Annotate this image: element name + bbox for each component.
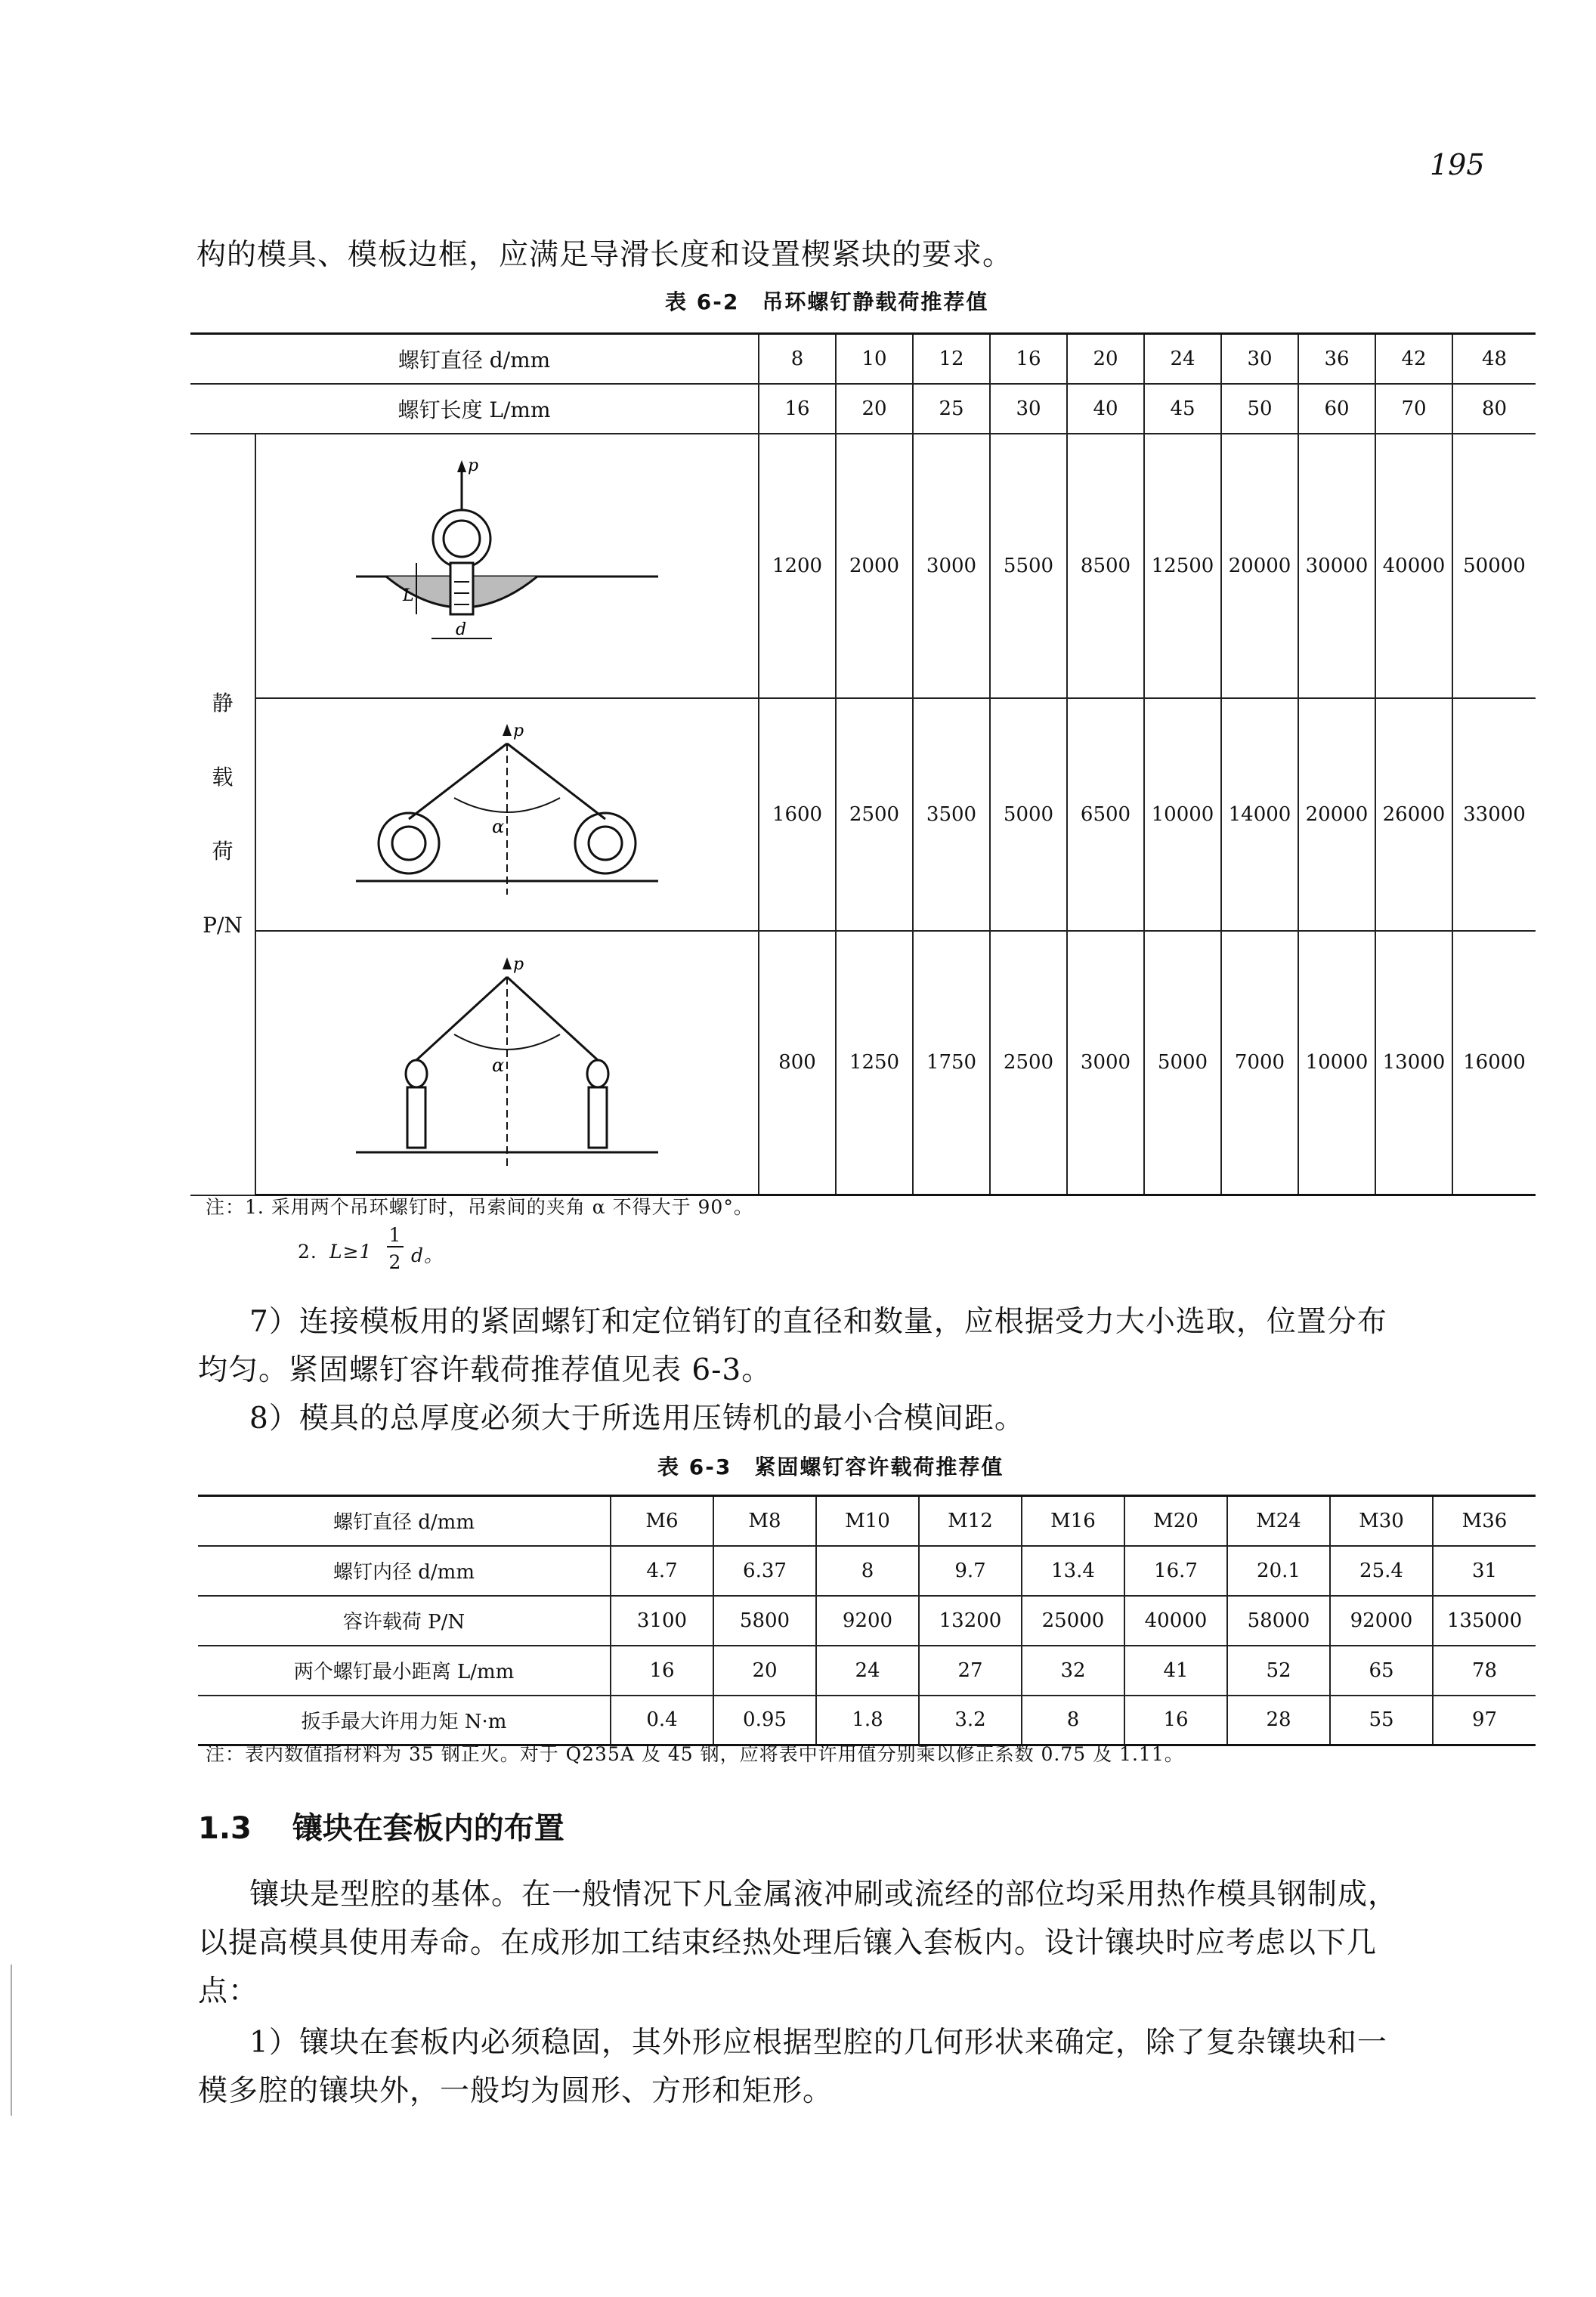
- cell: 80: [1452, 384, 1536, 434]
- cell: M8: [713, 1496, 816, 1546]
- section-heading: [198, 1804, 564, 1847]
- cell: M20: [1124, 1496, 1227, 1546]
- label-char: 静: [212, 690, 234, 716]
- table-row: [198, 1596, 1536, 1646]
- cell: 8: [1022, 1696, 1124, 1745]
- cell: 5000: [990, 698, 1067, 931]
- cell: 13000: [1375, 931, 1452, 1195]
- cell: 27: [919, 1646, 1022, 1696]
- static-load-label: [190, 434, 255, 1195]
- note2-expr: L≥1: [329, 1241, 373, 1263]
- diagram-double-eyebolt-front: [255, 931, 759, 1195]
- cell: 55: [1330, 1696, 1433, 1745]
- cell: 40: [1067, 384, 1144, 434]
- cell: 13.4: [1022, 1546, 1124, 1596]
- diagram-double-eyebolt-side: [255, 698, 759, 931]
- cell: 20000: [1221, 434, 1298, 698]
- cell: 0.95: [713, 1696, 816, 1745]
- cell: 50000: [1452, 434, 1536, 698]
- cell: M36: [1433, 1496, 1536, 1546]
- table-row: [198, 1546, 1536, 1596]
- diagram-single-eyebolt: [255, 434, 759, 698]
- cell: 32: [1022, 1646, 1124, 1696]
- cell: 45: [1144, 384, 1221, 434]
- cell: 60: [1298, 384, 1375, 434]
- cell: 3.2: [919, 1696, 1022, 1745]
- label-p: p: [468, 456, 479, 475]
- cell: 1.8: [816, 1696, 919, 1745]
- cell: 92000: [1330, 1596, 1433, 1646]
- cell: 0.4: [611, 1696, 713, 1745]
- cell: 78: [1433, 1646, 1536, 1696]
- item-7-line-2: 均匀。紧固螺钉容许载荷推荐值见表 6-3。: [198, 1353, 772, 1387]
- item-7-line-1: 7）连接模板用的紧固螺钉和定位销钉的直径和数量，应根据受力大小选取，位置分布: [249, 1305, 1387, 1339]
- cell: 24: [816, 1646, 919, 1696]
- cell: 10: [836, 334, 913, 384]
- label-alpha: α: [492, 1054, 505, 1076]
- cell: 25: [913, 384, 990, 434]
- cell: 14000: [1221, 698, 1298, 931]
- label-d: d: [456, 620, 467, 639]
- table-6-3-note: 注：表内数值指材料为 35 钢正火。对于 Q235A 及 45 钢，应将表中许用值分别乘以修正系数 0.75 及 1.11。: [206, 1743, 1184, 1765]
- row-label: 螺钉直径 d/mm: [190, 334, 759, 384]
- cell: 2500: [836, 698, 913, 931]
- cell: 36: [1298, 334, 1375, 384]
- row-screw-diameter: [190, 334, 1536, 384]
- cell: 135000: [1433, 1596, 1536, 1646]
- table-6-3-caption: 表 6-3 紧固螺钉容许载荷推荐值: [657, 1455, 1004, 1479]
- single-eyebolt-icon: [341, 450, 673, 676]
- cell: 7000: [1221, 931, 1298, 1195]
- row-label: 容许载荷 P/N: [198, 1596, 611, 1646]
- cell: 20000: [1298, 698, 1375, 931]
- cell: 33000: [1452, 698, 1536, 931]
- item-1-line-2: 模多腔的镶块外，一般均为圆形、方形和矩形。: [198, 2074, 834, 2108]
- double-eyebolt-front-icon: [341, 947, 673, 1173]
- cell: 800: [759, 931, 836, 1195]
- paragraph-line-2: 以提高模具使用寿命。在成形加工结束经热处理后镶入套板内。设计镶块时应考虑以下几: [198, 1926, 1378, 1960]
- double-eyebolt-side-icon: [341, 713, 673, 910]
- row-load-double-front: [190, 931, 1536, 1195]
- cell: 2500: [990, 931, 1067, 1195]
- cell: 3000: [913, 434, 990, 698]
- note2-denominator: 2: [388, 1251, 402, 1273]
- cell: 9.7: [919, 1546, 1022, 1596]
- cell: 30000: [1298, 434, 1375, 698]
- label-l: L: [403, 586, 414, 605]
- cell: M16: [1022, 1496, 1124, 1546]
- table-row: [198, 1696, 1536, 1745]
- cell: M12: [919, 1496, 1022, 1546]
- row-load-double-sided: [190, 698, 1536, 931]
- cell: M10: [816, 1496, 919, 1546]
- cell: 12500: [1144, 434, 1221, 698]
- label-char: 载: [212, 764, 234, 790]
- cell: 20: [713, 1646, 816, 1696]
- cell: 16000: [1452, 931, 1536, 1195]
- cell: 20.1: [1227, 1546, 1330, 1596]
- cell: 28: [1227, 1696, 1330, 1745]
- cell: 20: [1067, 334, 1144, 384]
- row-label: 螺钉直径 d/mm: [198, 1496, 611, 1546]
- cell: M6: [611, 1496, 713, 1546]
- label-char: 荷: [212, 838, 234, 864]
- cell: 2000: [836, 434, 913, 698]
- cell: 42: [1375, 334, 1452, 384]
- margin-line: [11, 1965, 12, 2116]
- cell: 5000: [1144, 931, 1221, 1195]
- row-label: 扳手最大许用力矩 N·m: [198, 1696, 611, 1745]
- label-alpha: α: [492, 816, 505, 837]
- cell: 1600: [759, 698, 836, 931]
- cell: 10000: [1144, 698, 1221, 931]
- cell: M24: [1227, 1496, 1330, 1546]
- row-label: 螺钉内径 d/mm: [198, 1546, 611, 1596]
- cell: 10000: [1298, 931, 1375, 1195]
- section-title: 镶块在套板内的布置: [292, 1811, 564, 1846]
- cell: 3100: [611, 1596, 713, 1646]
- cell: 8500: [1067, 434, 1144, 698]
- cell: 1250: [836, 931, 913, 1195]
- table-row: [198, 1646, 1536, 1696]
- cell: 25.4: [1330, 1546, 1433, 1596]
- label-char: P/N: [203, 912, 243, 938]
- note2-suffix: d。: [411, 1244, 444, 1266]
- cell: 4.7: [611, 1546, 713, 1596]
- cell: 40000: [1124, 1596, 1227, 1646]
- item-8: 8）模具的总厚度必须大于所选用压铸机的最小合模间距。: [249, 1402, 1025, 1436]
- cell: 26000: [1375, 698, 1452, 931]
- label-p: p: [513, 722, 524, 740]
- cell: 50: [1221, 384, 1298, 434]
- cell: M30: [1330, 1496, 1433, 1546]
- cell: 30: [990, 384, 1067, 434]
- page-number: 195: [1430, 148, 1485, 181]
- cell: 6.37: [713, 1546, 816, 1596]
- row-label: 两个螺钉最小距离 L/mm: [198, 1646, 611, 1696]
- cell: 5500: [990, 434, 1067, 698]
- cell: 12: [913, 334, 990, 384]
- cell: 40000: [1375, 434, 1452, 698]
- cell: 1200: [759, 434, 836, 698]
- table-6-2-note-1: 注：1. 采用两个吊环螺钉时，吊索间的夹角 α 不得大于 90°。: [206, 1196, 753, 1218]
- paragraph-line-1: 镶块是型腔的基体。在一般情况下凡金属液冲刷或流经的部位均采用热作模具钢制成，: [249, 1878, 1399, 1912]
- cell: 16.7: [1124, 1546, 1227, 1596]
- cell: 13200: [919, 1596, 1022, 1646]
- cell: 25000: [1022, 1596, 1124, 1646]
- cell: 5800: [713, 1596, 816, 1646]
- cell: 58000: [1227, 1596, 1330, 1646]
- cell: 9200: [816, 1596, 919, 1646]
- cell: 16: [990, 334, 1067, 384]
- label-p: p: [513, 954, 524, 974]
- cell: 16: [611, 1646, 713, 1696]
- note2-numerator: 1: [387, 1224, 404, 1247]
- cell: 16: [759, 384, 836, 434]
- cell: 6500: [1067, 698, 1144, 931]
- cell: 52: [1227, 1646, 1330, 1696]
- table-6-2: [190, 332, 1536, 1196]
- cell: 48: [1452, 334, 1536, 384]
- row-label: 螺钉长度 L/mm: [190, 384, 759, 434]
- row-screw-length: [190, 384, 1536, 434]
- cell: 3500: [913, 698, 990, 931]
- item-1-line-1: 1）镶块在套板内必须稳固，其外形应根据型腔的几何形状来确定，除了复杂镶块和一: [249, 2026, 1387, 2060]
- cell: 30: [1221, 334, 1298, 384]
- cell: 3000: [1067, 931, 1144, 1195]
- table-row: [198, 1496, 1536, 1546]
- cell: 41: [1124, 1646, 1227, 1696]
- cell: 8: [759, 334, 836, 384]
- table-6-2-caption: 表 6-2 吊环螺钉静载荷推荐值: [665, 289, 989, 314]
- cell: 16: [1124, 1696, 1227, 1745]
- section-number: 1.3: [198, 1811, 252, 1846]
- row-load-single: [190, 434, 1536, 698]
- cell: 24: [1144, 334, 1221, 384]
- cell: 70: [1375, 384, 1452, 434]
- cell: 31: [1433, 1546, 1536, 1596]
- table-6-3: [198, 1495, 1536, 1746]
- paragraph-line-3: 点：: [198, 1974, 259, 2008]
- cell: 8: [816, 1546, 919, 1596]
- cell: 65: [1330, 1646, 1433, 1696]
- note2-prefix: 2.: [298, 1241, 317, 1263]
- cell: 20: [836, 384, 913, 434]
- cell: 1750: [913, 931, 990, 1195]
- intro-line: 构的模具、模板边框，应满足导滑长度和设置楔紧块的要求。: [196, 238, 1013, 272]
- cell: 97: [1433, 1696, 1536, 1745]
